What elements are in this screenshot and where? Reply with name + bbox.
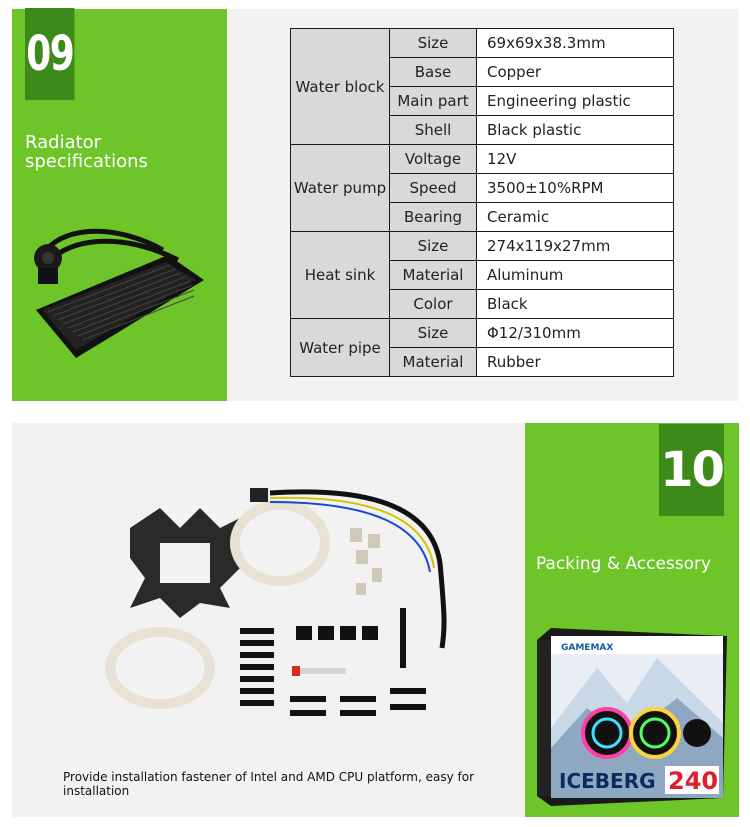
spec-row [291, 145, 674, 174]
spec-value: 12V [477, 145, 674, 174]
spec-key: Main part [390, 87, 477, 116]
spec-row [291, 319, 674, 348]
spec-key: Voltage [390, 145, 477, 174]
spec-key: Color [390, 290, 477, 319]
spec-group-label: Water pipe [291, 319, 390, 377]
spec-value: Engineering plastic [477, 87, 674, 116]
section-number-09: 09 [25, 8, 75, 100]
spec-key: Base [390, 58, 477, 87]
spec-key: Material [390, 261, 477, 290]
spec-value: 69x69x38.3mm [477, 29, 674, 58]
spec-value: Φ12/310mm [477, 319, 674, 348]
accessory-caption: Provide installation fastener of Intel and AMD CPU platform, easy for installation [63, 770, 475, 798]
spec-value: Copper [477, 58, 674, 87]
radiator-image [28, 220, 208, 370]
spec-value: 3500±10%RPM [477, 174, 674, 203]
section-09-title-line1: Radiator [25, 132, 102, 153]
spec-table [290, 28, 674, 377]
section-10-title: Packing & Accessory [536, 554, 712, 574]
spec-key: Size [390, 319, 477, 348]
spec-value: Aluminum [477, 261, 674, 290]
box-model-label: 240 [668, 767, 719, 795]
product-box-image [537, 628, 727, 806]
section-number-10: 10 [659, 424, 724, 516]
spec-row [291, 29, 674, 58]
spec-value: Ceramic [477, 203, 674, 232]
spec-group-label: Water pump [291, 145, 390, 232]
spec-group-label: Water block [291, 29, 390, 145]
spec-value: Black [477, 290, 674, 319]
spec-value: Rubber [477, 348, 674, 377]
box-brand-label: GAMEMAX [561, 643, 614, 653]
spec-key: Material [390, 348, 477, 377]
section-09-title [25, 133, 148, 171]
box-product-label: ICEBERG [559, 769, 656, 793]
accessories-image [100, 468, 500, 748]
spec-key: Speed [390, 174, 477, 203]
spec-key: Size [390, 29, 477, 58]
spec-value: Black plastic [477, 116, 674, 145]
spec-key: Bearing [390, 203, 477, 232]
spec-value: 274x119x27mm [477, 232, 674, 261]
spec-key: Shell [390, 116, 477, 145]
section-09-title-line2: specifications [25, 151, 148, 172]
spec-group-label: Heat sink [291, 232, 390, 319]
spec-row [291, 232, 674, 261]
spec-key: Size [390, 232, 477, 261]
